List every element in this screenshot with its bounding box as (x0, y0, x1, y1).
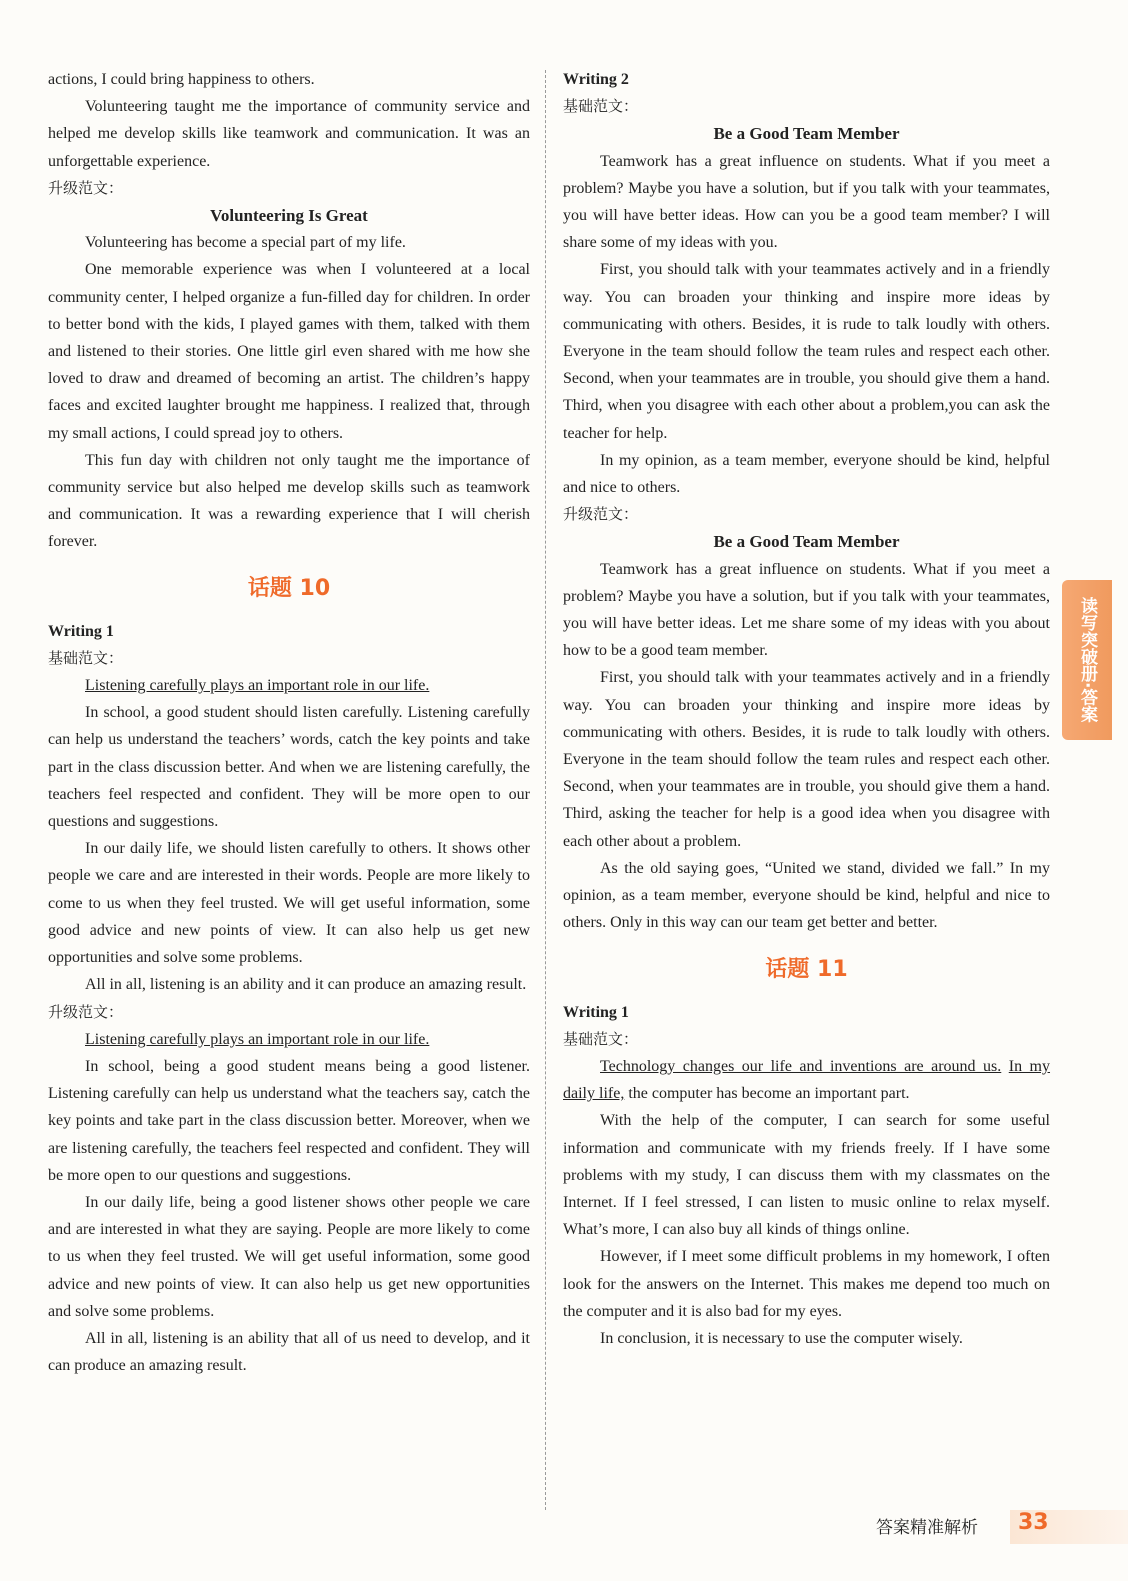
topic-heading: 话题 11 (765, 956, 848, 982)
paragraph (48, 672, 530, 699)
right-column (563, 66, 1050, 1352)
topic-heading: 话题 10 (247, 575, 331, 601)
paragraph: In our daily life, we should listen carefully to others. It shows other people we care and are interested in their words. People are more likely to come to us when they feel trusted. We will get useful information, some good advice and new points of view. It can also help us get new opportunities and solve some problems. (48, 840, 530, 967)
underlined-sentence: Listening carefully plays an important role in our life. (85, 1030, 430, 1048)
section-label-advanced: 升级范文： (48, 1002, 124, 1021)
writing-heading: Writing 1 (563, 1003, 629, 1021)
paragraph: One memorable experience was when I volunteered at a local community center, I helped organize a fun-filled day for children. In order to better bond with the kids, I played games with them, talked with them and listened to their stories. One little girl even shared with me how she loved to draw and dreamed of becoming an artist. The children’s happy faces and excited laughter brought me happiness. I realized that, through my small actions, I could spread joy to others. (48, 261, 530, 442)
essay-title: Volunteering Is Great (210, 206, 368, 226)
paragraph: In my opinion, as a team member, everyone should be kind, helpful and nice to others. (563, 451, 1050, 497)
sentence-rest: the computer has become an important part. (624, 1085, 910, 1103)
paragraph: As the old saying goes, “United we stand, divided we fall.” In my opinion, as a team member, everyone should be kind, helpful and nice to others. Only in this way can our team get better and better. (563, 859, 1050, 932)
writing-heading: Writing 2 (563, 71, 629, 88)
paragraph: Teamwork has a great influence on students. What if you meet a problem? Maybe you have a solution, but if you talk with your teammates, you will have better ideas. How can you be a good team member? I will share some of my ideas with you. (563, 152, 1050, 252)
paragraph: First, you should talk with your teammates actively and in a friendly way. You can broaden your thinking and inspire more ideas by communicating with others. Besides, it is rude to talk loudly with others. Everyone in the team should follow the team rules and respect each other. Second, when your teammates are in trouble, you should give them a hand. Third, asking the teacher for help is a good idea when you disagree with each other about a problem. (563, 669, 1050, 850)
underlined-sentence: In my daily life, (563, 1057, 1051, 1103)
paragraph: All in all, listening is an ability and it can produce an amazing result. (85, 976, 527, 994)
paragraph: Volunteering has become a special part of my life. (85, 234, 406, 252)
underlined-sentence: Technology changes our life and inventions are around us. (600, 1057, 1002, 1075)
paragraph: In our daily life, being a good listener shows other people we care and are interested in what they are saying. People are more likely to come to us when they feel trusted. We will get useful information, some good advice and new points of view. It can also help us get new opportunities and solve some problems. (48, 1193, 530, 1320)
footer-label: 答案精准解析 (876, 1518, 978, 1538)
paragraph: In conclusion, it is necessary to use the computer wisely. (600, 1329, 963, 1347)
paragraph: However, if I meet some difficult problems in my homework, I often look for the answers on the Internet. This makes me depend too much on the computer and it is also bad for my eyes. (563, 1248, 1050, 1320)
section-label-basic: 基础范文： (48, 648, 124, 667)
paragraph: With the help of the computer, I can search for some useful information and communicate with my friends freely. If I have some problems with my study, I can discuss them with my classmates on the Internet. If I feel stressed, I can listen to music online to relax myself. What’s more, I can also buy all kinds of things online. (563, 1112, 1050, 1239)
underlined-sentence: Listening carefully plays an important role in our life. (85, 677, 430, 695)
section-label-advanced: 升级范文： (563, 505, 639, 524)
section-label-basic: 基础范文： (563, 1029, 639, 1048)
section-label-advanced: 升级范文： (48, 178, 124, 197)
side-tab: 读写突破册·答案 (1062, 580, 1112, 740)
writing-heading: Writing 1 (48, 622, 114, 640)
paragraph: All in all, listening is an ability that all of us need to develop, and it can produce an amazing result. (48, 1329, 530, 1375)
paragraph (48, 1026, 530, 1053)
page-number: 33 (1018, 1510, 1049, 1535)
paragraph: This fun day with children not only taught me the importance of community service but also helped me develop skills such as teamwork and communication. It was a rewarding experience that I will cherish forever. (48, 451, 530, 551)
paragraph: Teamwork has a great influence on students. What if you meet a problem? Maybe you have a solution, but if you talk with your teammates, you will have better ideas. Let me share some of my ideas with you about how to be a good team member. (563, 560, 1050, 660)
column-divider (545, 70, 546, 1510)
essay-title: Be a Good Team Member (713, 532, 900, 552)
section-label-basic: 基础范文： (563, 97, 639, 116)
paragraph: In school, a good student should listen carefully. Listening carefully can help us understand the teachers’ words, catch the key points and take part in the class discussion better. And when we are listening carefully, the teachers feel respected and confident. They will be more open to our questions and suggestions. (48, 704, 530, 831)
left-column (48, 66, 530, 1379)
essay-title: Be a Good Team Member (713, 124, 900, 144)
paragraph: actions, I could bring happiness to others. (48, 71, 315, 88)
paragraph: First, you should talk with your teammates actively and in a friendly way. You can broaden your thinking and inspire more ideas by communicating with others. Besides, it is rude to talk loudly with others. Everyone in the team should follow the team rules and respect each other. Second, when your teammates are in trouble, you should give them a hand. Third, when you disagree with each other about a problem,you can ask the teacher for help. (563, 261, 1050, 442)
paragraph: In school, being a good student means being a good listener. Listening carefully can help us understand what the teachers say, catch the key points and take part in the class discussion better. Moreover, when we are listening carefully, the teachers feel respected and confident. They will be more open to our questions and suggestions. (48, 1057, 530, 1184)
paragraph: Volunteering taught me the importance of community service and helped me develop skills like teamwork and communication. It was an unforgettable experience. (48, 98, 530, 170)
paragraph (563, 1053, 1050, 1107)
